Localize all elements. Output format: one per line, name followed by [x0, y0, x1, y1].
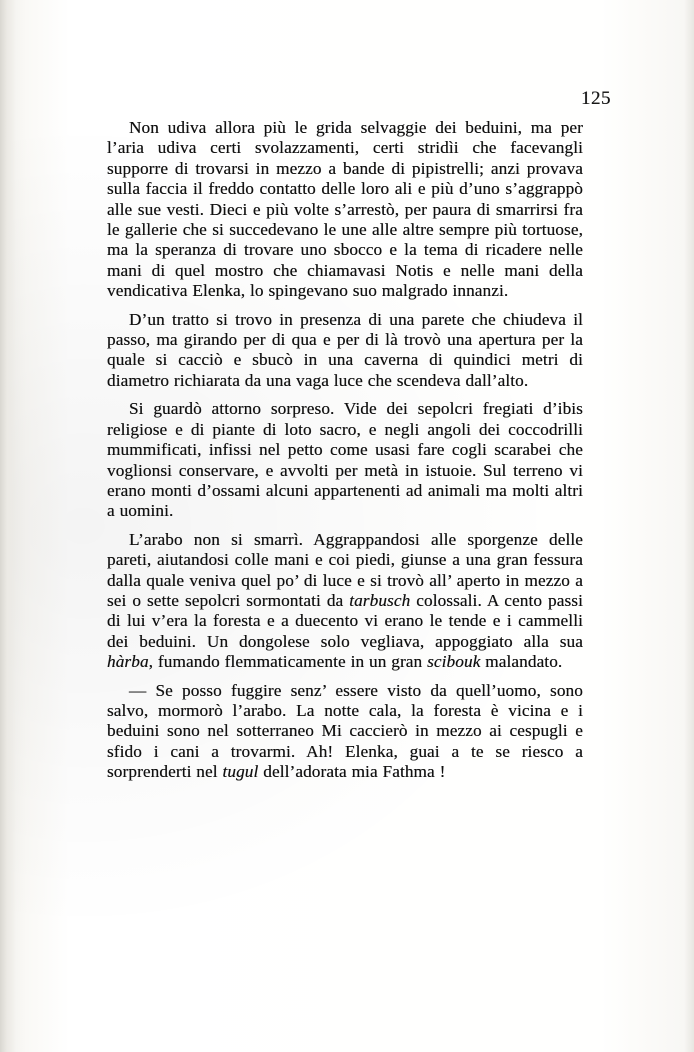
page-number: 125: [581, 88, 611, 109]
italic-term: tarbusch: [349, 590, 411, 610]
paragraph: — Se posso fuggire senz’ essere visto da quell’uomo, sono salvo, mormorò l’arabo. La notte cala, la foresta è vicina e i beduini sono nel sotterraneo Mi caccierò in mezzo ai cespugli e sfido i cani a trovarmi. Ah! Elenka, guai a te se riesco a sorprenderti nel tugul dell’adorata mia Fathma !: [107, 680, 583, 782]
italic-term: hàrba: [107, 652, 149, 672]
italic-term: tugul: [222, 762, 259, 782]
paragraph: Si guardò attorno sorpreso. Vide dei sepolcri fregiati d’ibis religiose e di piante di loto sacro, e negli angoli dei coccodrilli mummificati, infissi nel petto come usasi fare cogli scarabei che voglionsi conservare, e avvolti per metà in istuoie. Sul terreno vi erano monti d’ossami alcuni appartenenti ad animali ma molti altri a uomini.: [107, 399, 583, 521]
paragraph: Non udiva allora più le grida selvaggie dei beduini, ma per l’aria udiva certi svolazzamenti, certi stridìi che facevangli supporre di trovarsi in mezzo a bande di pipistrelli; anzi provava sulla faccia il freddo contatto delle loro ali e più d’uno s’aggrappò alle sue vesti. Dieci e più volte s’arrestò, per paura di smarrirsi fra le gallerie che si succedevano le une alle altre sempre più tortuose, ma la speranza di trovare uno sbocco e la tema di ricadere nelle mani di quel mostro che chiamavasi Notis e nelle mani della vendicativa Elenka, lo spingevano suo malgrado innanzi.: [107, 118, 583, 301]
paragraph: L’arabo non si smarrì. Aggrappandosi alle sporgenze delle pareti, aiutandosi colle mani e coi piedi, giunse a una gran fessura dalla quale veniva quel po’ di luce e si trovò all’ aperto in mezzo a sei o sette sepolcri sormontati da tarbusch colossali. A cento passi di lui v’era la foresta e a duecento vi erano le tende e i cammelli dei beduini. Un dongolese solo vegliava, appoggiato alla sua hàrba, fumando flemmaticamente in un gran scibouk malandato.: [107, 529, 583, 672]
paragraph: D’un tratto si trovo in presenza di una parete che chiudeva il passo, ma girando per di qua e per di là trovò una apertura per la quale si cacciò e sbucò in una caverna di quindici metri di diametro richiarata da una vaga luce che scendeva dall’alto.: [107, 309, 583, 390]
italic-term: scibouk: [427, 652, 481, 672]
text-block: [107, 118, 583, 783]
